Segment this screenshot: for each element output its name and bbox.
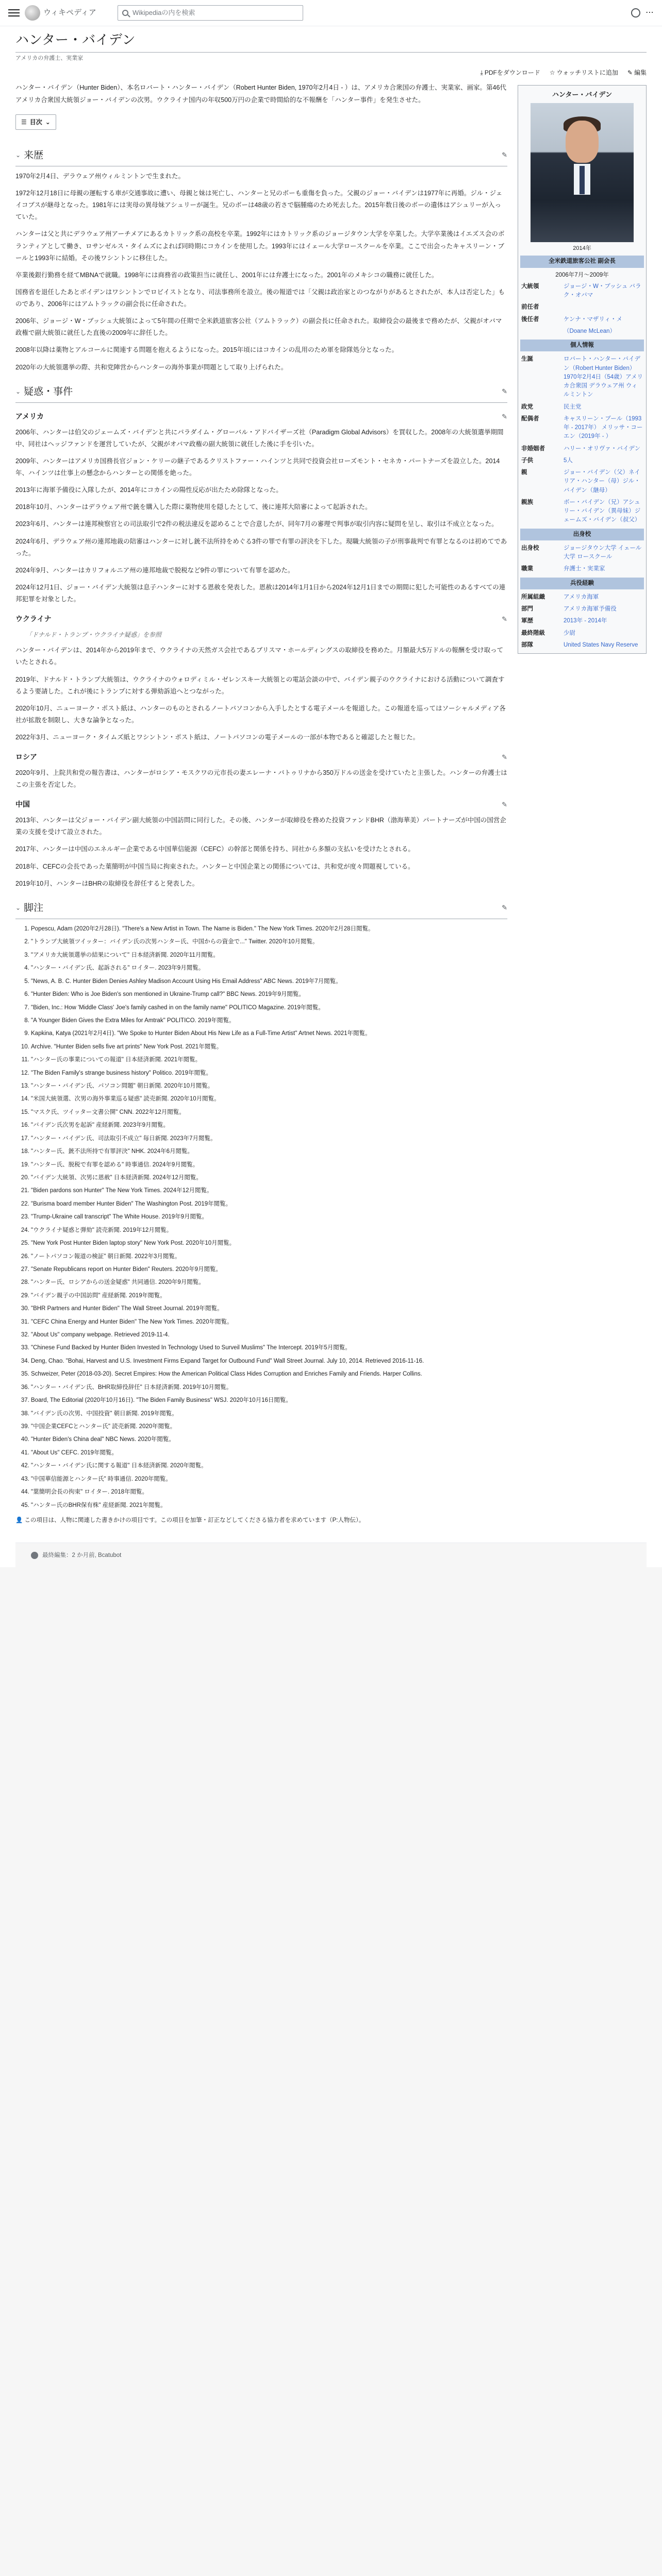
subsection-title: アメリカ — [15, 412, 44, 420]
reference-item[interactable]: 1. Popescu, Adam (2020年2月28日). "There's a New Artist in Town. The Name is Biden." The New York Times. 2020年2月28日閲覧。 — [31, 923, 507, 935]
reference-item[interactable]: 10. Archive. "Hunter Biden sells five art prints" New York Post. 2021年閲覧。 — [31, 1041, 507, 1053]
reference-item[interactable]: 39. "中国企業CEFCとハンター氏" 読売新聞. 2020年閲覧。 — [31, 1421, 507, 1432]
chevron-down-icon[interactable]: ⌄ — [15, 904, 21, 912]
pencil-icon[interactable]: ✎ — [502, 151, 507, 159]
pencil-icon[interactable]: ✎ — [502, 412, 507, 420]
paragraph: 2024年12月1日、ジョー・バイデン大統領は息子ハンターに対する恩赦を発表した。恩赦は2014年1月1日から2024年12月1日までの期間に犯した可能性のあるすべての連邦犯罪を対象とした。 — [15, 583, 506, 603]
section-allegations-body — [15, 410, 507, 890]
infobox-row — [520, 467, 644, 497]
infobox — [518, 85, 647, 654]
paragraph: 2013年、ハンターは父ジョー・バイデン副大統領の中国訪問に同行した。その後、ハンターが取締役を務めた投資ファンドBHR（渤海華美）パートナーズが中国の国営企業の支援を受けて設立された。 — [15, 817, 506, 836]
infobox-key: 出身校 — [521, 545, 539, 551]
infobox-row — [520, 301, 644, 313]
reference-item[interactable]: 25. "New York Post Hunter Biden laptop story" New York Post. 2020年10月閲覧。 — [31, 1238, 507, 1249]
infobox-education-rows — [520, 543, 644, 575]
reference-item[interactable]: 42. "ハンター・バイデン氏に関する報道" 日本経済新聞. 2020年閲覧。 — [31, 1460, 507, 1471]
infobox-row — [520, 603, 644, 615]
chevron-down-icon[interactable]: ⌄ — [15, 388, 21, 396]
reference-item[interactable]: 19. "ハンター氏、脱税で有罪を認める" 時事通信. 2024年9月閲覧。 — [31, 1159, 507, 1171]
pencil-icon: ✎ — [627, 69, 633, 77]
hatnote[interactable]: 「ドナルド・トランプ・ウクライナ疑惑」を参照 — [26, 631, 162, 639]
infobox-office-rows — [520, 281, 644, 337]
paragraph: 2020年10月、ニューヨーク・ポスト紙は、ハンターのものとされるノートパソコンから入手したとする電子メールを報道した。この報道を巡ってはソーシャルメディア各社が拡散を制限し、大きな論争となった。 — [15, 704, 506, 724]
subsection-title: ウクライナ — [15, 615, 52, 623]
history-icon — [31, 1552, 38, 1559]
paragraph: 1970年2月4日、デラウェア州ウィルミントンで生まれた。 — [15, 172, 185, 180]
paragraph: 2019年10月、ハンターはBHRの取締役を辞任すると発表した。 — [15, 879, 199, 887]
infobox-key: 職業 — [521, 566, 533, 572]
page-footer — [15, 1543, 647, 1567]
reference-item[interactable]: 27. "Senate Republicans report on Hunter Biden" Reuters. 2020年9月閲覧。 — [31, 1264, 507, 1275]
paragraph: 2020年9月、上院共和党の報告書は、ハンターがロシア・モスクワの元市長の妻エレーナ・バトゥリナから350万ドルの送金を受けていたと主張した。ハンターの弁護士はこの主張を否定した。 — [15, 769, 507, 789]
reference-item[interactable]: 37. Board, The Editorial (2020年10月16日). "The Biden Family Business" WSJ. 2020年10月16日閲覧。 — [31, 1395, 507, 1406]
infobox-key: 生誕 — [521, 356, 533, 363]
infobox-value[interactable]: アメリカ海軍予備役 — [564, 606, 617, 613]
infobox-value[interactable]: ケンナ・マザリィ・メ — [564, 316, 622, 323]
infobox-value[interactable] — [564, 303, 643, 312]
more-menu-icon[interactable]: ⋯ — [646, 8, 654, 18]
reference-item[interactable]: 30. "BHR Partners and Hunter Biden" The Wall Street Journal. 2019年閲覧。 — [31, 1303, 507, 1314]
reference-item[interactable]: 5. "News, A. B. C. Hunter Biden Denies Ashley Madison Account Using His Email Address" ABC News. 2019年7月閲覧。 — [31, 976, 507, 987]
infobox-key: 所属組織 — [521, 594, 545, 600]
infobox-personal-header: 個人情報 — [520, 340, 644, 351]
infobox-value[interactable]: （Doane McLean） — [564, 328, 616, 334]
reference-item[interactable]: 23. "Trump-Ukraine call transcript" The White House. 2019年9月閲覧。 — [31, 1211, 507, 1223]
infobox-key: 前任者 — [521, 304, 539, 311]
site-name: ウィキペディア — [43, 8, 96, 17]
paragraph: 2019年、ドナルド・トランプ大統領は、ウクライナのウォロディミル・ゼレンスキー大統領との電話会談の中で、バイデン親子のウクライナにおける活動について調査するよう要請した。これが後にトランプに対する弾劾訴追へとつながった。 — [15, 675, 505, 695]
infobox-title: ハンター・バイデン — [552, 91, 613, 99]
infobox-row — [520, 591, 644, 603]
reference-item[interactable]: 20. "バイデン大統領、次男に恩赦" 日本経済新聞. 2024年12月閲覧。 — [31, 1172, 507, 1183]
reference-item[interactable]: 34. Deng, Chao. "Bohai, Harvest and U.S. Investment Firms Expand Target for Outbound Fund" Wall Street Journal. July 10, 2014. Retrieved 2016-11-16. — [31, 1355, 507, 1367]
intro-paragraph: ハンター・バイデン（Hunter Biden）、本名ロバート・ハンター・バイデン（Robert Hunter Biden, 1970年2月4日 - ）は、アメリカ合衆国の弁護士、実業家、画家。第46代アメリカ合衆国大統領ジョー・バイデンの次男。ウクライナ国内の年収500万円の企業で時間給的な不報酬を「ハンター事件」を発生させた。 — [15, 84, 506, 104]
subsection-title: 中国 — [15, 800, 30, 809]
pencil-icon[interactable]: ✎ — [502, 615, 507, 623]
infobox-row — [520, 401, 644, 413]
infobox-personal-rows — [520, 353, 644, 526]
reference-item[interactable]: 7. "Biden, Inc.: How 'Middle Class' Joe's family cashed in on the family name" POLITICO Magazine. 2019年閲覧。 — [31, 1002, 507, 1013]
reference-item[interactable]: 8. "A Younger Biden Gives the Extra Miles for Amtrak" POLITICO. 2019年閲覧。 — [31, 1015, 507, 1026]
paragraph: 2018年、CEFCの会長であった葉簡明が中国当局に拘束された。ハンターと中国企業との関係については、共和党が度々問題視している。 — [15, 862, 415, 870]
infobox-row — [520, 314, 644, 326]
reference-item[interactable]: 26. "ノートパソコン報道の検証" 朝日新聞. 2022年3月閲覧。 — [31, 1251, 507, 1262]
section-history-body — [15, 171, 507, 374]
reference-item[interactable]: 6. "Hunter Biden: Who is Joe Biden's son mentioned in Ukraine-Trump call?" BBC News. 2019年9月閲覧。 — [31, 989, 507, 1000]
reference-item[interactable]: 4. "ハンター・バイデン氏、起訴される" ロイター. 2023年9月閲覧。 — [31, 962, 507, 974]
page-title: ハンター・バイデン — [15, 29, 647, 53]
paragraph: 2023年6月、ハンターは連邦検察官との司法取引で2件の税法違反を認めることで合意したが、同年7月の審理で判事が取引内容に疑問を呈し、取引は不成立となった。 — [15, 520, 498, 528]
reference-item[interactable]: 17. "ハンター・バイデン氏、司法取引不成立" 毎日新聞. 2023年7月閲覧。 — [31, 1133, 507, 1144]
toc-button[interactable]: ☰ 目次 ⌄ — [15, 114, 56, 130]
main-menu-icon[interactable] — [8, 7, 20, 19]
office-term: 2006年7月〜2009年 — [555, 272, 609, 278]
infobox-key: 政党 — [521, 403, 533, 410]
download-icon: ⤓ — [480, 69, 483, 77]
subsection-heading — [15, 751, 507, 764]
infobox-value[interactable]: 民主党 — [564, 403, 582, 410]
user-icon[interactable] — [631, 8, 640, 18]
paragraph: 2013年に海軍予備役に入隊したが、2014年にコカインの陽性反応が出たため除隊となった。 — [15, 486, 283, 494]
reference-item[interactable]: 11. "ハンター氏の事業についての報道" 日本経済新聞. 2021年閲覧。 — [31, 1054, 507, 1065]
paragraph: 2009年、ハンターはアメリカ国務長官ジョン・ケリーの継子であるクリストファー・ハインツと共同で投資会社ローズモント・セネカ・パートナーズを設立した。2014年、ハインツは仕事上の懸念からハンターとの関係を絶った。 — [15, 457, 500, 477]
paragraph: 2022年3月、ニューヨーク・タイムズ紙とワシントン・ポスト紙は、ノートパソコンの電子メールの一部が本物であると確認したと報じた。 — [15, 734, 420, 741]
chevron-down-icon: ⌄ — [45, 118, 51, 126]
paragraph: ハンターは父と共にデラウェア州アーチメアにあるカトリック系の高校を卒業。1992年にはカトリック系のジョージタウン大学を卒業した。大学卒業後はイエズス会のボランティアとして働き、ロサンゼルス・タイムズによれば同時期にコカインを使用した。1993年にはイェール大学ロースクールを卒業。ここで出会ったキャスリーン・ブールと1993年に結婚。その後ワシントンに移住した。 — [15, 230, 505, 262]
reference-item[interactable]: 3. "アメリカ大統領選挙の結果について" 日本経済新聞. 2020年11月閲覧。 — [31, 950, 507, 961]
stub-notice: 👤 この項目は、人物に関連した書きかけの項目です。この項目を加筆・訂正などしてくださる協力者を求めています（P:人物伝）。 — [15, 1517, 365, 1523]
reference-item[interactable]: 2. "トランプ大統領ツイッター：バイデン氏の次男ハンター氏、中国からの資金で..." Twitter. 2020年10月閲覧。 — [31, 936, 507, 947]
reference-item[interactable]: 43. "中国華信能源とハンター氏" 時事通信. 2020年閲覧。 — [31, 1473, 507, 1485]
watchlist-button[interactable]: ☆ ウォッチリストに追加 — [550, 68, 618, 78]
subsection-heading — [15, 613, 507, 626]
infobox-office-header[interactable]: 全米鉄道旅客公社 副会長 — [520, 256, 644, 267]
infobox-key: 親族 — [521, 499, 533, 505]
paragraph: 1972年12月18日に母親の運転する車が交通事故に遭い、母親と妹は死亡し、ハンターと兄のボーも重傷を負った。父親のジョー・バイデンは1977年に再婚。ジル・ジェイコブスが継母となった。1981年には実母の異母妹アシュリーが誕生。兄のボーは48歳の若さで脳腫瘍のため死去した。2015年数日後のボーの遺体はアシュリーが入っていた。 — [15, 190, 503, 221]
paragraph: 2018年10月、ハンターはデラウェア州で銃を購入した際に薬物使用を隠したとして、後に連邦大陪審によって起訴された。 — [15, 503, 372, 511]
infobox-military-rows — [520, 591, 644, 651]
page-actions — [15, 68, 647, 78]
section-heading-history: ⌄ 来歴 ✎ — [15, 146, 507, 166]
chevron-down-icon[interactable]: ⌄ — [15, 151, 21, 159]
infobox-row — [520, 497, 644, 527]
reference-item[interactable]: 28. "ハンター氏、ロシアからの送金疑惑" 共同通信. 2020年9月閲覧。 — [31, 1277, 507, 1288]
page-subtitle: アメリカの弁護士、実業家 — [15, 55, 84, 61]
reference-item[interactable]: 29. "バイデン親子の中国訪問" 産経新聞. 2019年閲覧。 — [31, 1290, 507, 1301]
infobox-value[interactable]: 少尉 — [564, 630, 575, 636]
subsection-heading — [15, 410, 507, 423]
reference-item[interactable]: 12. "The Biden Family's strange business history" Politico. 2019年閲覧。 — [31, 1067, 507, 1079]
reference-item[interactable]: 36. "ハンター・バイデン氏、BHR取締役辞任" 日本経済新聞. 2019年10月閲覧。 — [31, 1382, 507, 1393]
reference-item[interactable]: 33. "Chinese Fund Backed by Hunter Biden Invested In Technology Used to Surveil Muslims" The Intercept. 2019年5月閲覧。 — [31, 1342, 507, 1353]
portrait-photo[interactable] — [531, 103, 634, 242]
paragraph: 2006年、ハンターは伯父のジェームズ・バイデンと共にパラダイム・グローバル・アドバイザーズ社（Paradigm Global Advisors）を買収した。2008年の大統領選挙期間中、同社はヘッジファンドを運営していたが、父親がオバマ政権の副大統領に就任した後に手を引いた。 — [15, 428, 504, 448]
reference-item[interactable]: 14. "米国大統領選、次男の海外事業巡る疑惑" 読売新聞. 2020年10月閲覧。 — [31, 1093, 507, 1105]
paragraph: 2006年、ジョージ・W・ブッシュ大統領によって5年間の任期で全米鉄道旅客公社（アムトラック）の副会長に任命された。取締役会の最後まで務めたが、父親がオバマ政権で副大統領に就任した直後の2009年に辞任した。 — [15, 317, 502, 337]
infobox-row — [520, 543, 644, 564]
infobox-row — [520, 281, 644, 302]
infobox-row — [520, 413, 644, 443]
infobox-value[interactable]: キャスリーン・ブール（1993年 - 2017年） メリッサ・コーエン（2019年 - ） — [564, 415, 643, 440]
infobox-row — [520, 628, 644, 639]
reference-item[interactable]: 31. "CEFC China Energy and Hunter Biden" The New York Times. 2020年閲覧。 — [31, 1316, 507, 1328]
reference-item[interactable]: 41. "About Us" CEFC. 2019年閲覧。 — [31, 1447, 507, 1459]
pencil-icon[interactable]: ✎ — [502, 801, 507, 809]
last-edited[interactable]: 最終編集：2 か月前, Bcatubot — [42, 1552, 122, 1558]
paragraph: 2017年、ハンターは中国のエネルギー企業である中国華信能源（CEFC）の幹部と関係を持ち、同社から多額の支払いを受けたとされる。 — [15, 845, 415, 853]
edit-button[interactable]: ✎ 編集 — [627, 68, 647, 78]
infobox-key: 部門 — [521, 606, 533, 613]
infobox-row — [520, 563, 644, 575]
reference-item[interactable]: 22. "Burisma board member Hunter Biden" The Washington Post. 2019年閲覧。 — [31, 1198, 507, 1210]
infobox-key: 後任者 — [521, 316, 539, 323]
infobox-value[interactable]: ボー・バイデン（兄）アシュリー・バイデン（異母妹）ジェームズ・バイデン（叔父） — [564, 499, 641, 523]
paragraph: 2024年9月、ハンターはカリフォルニア州の連邦地裁で脱税など9件の罪について有罪を認めた。 — [15, 566, 294, 574]
subsection-title: ロシア — [15, 753, 37, 761]
pencil-icon[interactable]: ✎ — [502, 753, 507, 761]
infobox-value[interactable]: United States Navy Reserve — [564, 641, 638, 648]
search-input[interactable] — [118, 5, 303, 21]
paragraph: 2024年6月、デラウェア州の連邦地裁の陪審はハンターに対し銃不法所持をめぐる3件の罪で有罪の評決を下した。現職大統領の子が刑事裁判で有罪となるのは初めてであった。 — [15, 537, 507, 557]
infobox-value[interactable]: ジョー・バイデン（父）ネイリア・ハンター（母）ジル・バイデン（継母） — [564, 469, 640, 494]
paragraph: ハンター・バイデンは、2014年から2019年まで、ウクライナの天然ガス会社であるブリスマ・ホールディングスの取締役を務めた。月額最大5万ドルの報酬を受け取っていたとされる。 — [15, 647, 504, 666]
section-heading-notes: ⌄ 脚注 ✎ — [15, 899, 507, 919]
page-container — [0, 26, 662, 1567]
infobox-row — [520, 443, 644, 455]
reference-item[interactable]: 35. Schweizer, Peter (2018-03-20). Secret Empires: How the American Political Class Hides Corruption and Enriches Family and Friends. Harper Collins. — [31, 1368, 507, 1380]
reference-item[interactable]: 13. "ハンター・バイデン氏、パソコン問題" 朝日新聞. 2020年10月閲覧。 — [31, 1080, 507, 1092]
star-icon: ☆ — [549, 69, 555, 77]
subsection-heading — [15, 798, 507, 811]
infobox-value[interactable]: ジョージ・W・ブッシュ バラク・オバマ — [564, 283, 641, 299]
paragraph: 2008年以降は薬物とアルコールに関連する問題を抱えるようになった。2015年頃にはコカインの乱用のため軍を除隊処分となった。 — [15, 346, 398, 354]
section-heading-allegations: ⌄ 疑惑・事件 ✎ — [15, 383, 507, 403]
infobox-key: 配偶者 — [521, 415, 539, 422]
reference-item[interactable]: 40. "Hunter Biden's China deal" NBC News. 2020年閲覧。 — [31, 1434, 507, 1445]
reference-item[interactable]: 9. Kapkina, Katya (2021年2月4日). "We Spoke to Hunter Biden About His New Life as a Full-Time Artist" Artnet News. 2021年閲覧。 — [31, 1028, 507, 1039]
pencil-icon[interactable]: ✎ — [502, 904, 507, 912]
infobox-military-header: 兵役経験 — [520, 578, 644, 589]
reference-list — [15, 923, 507, 1511]
infobox-key: 子供 — [521, 457, 533, 464]
wikipedia-globe-icon — [25, 5, 40, 21]
reference-item[interactable]: 15. "マスク氏、ツイッター文書公開" CNN. 2022年12月閲覧。 — [31, 1107, 507, 1118]
infobox-key: 非婚姻者 — [521, 445, 545, 452]
infobox-value[interactable]: ジョージタウン大学 イェール大学 ロースクール — [564, 545, 642, 561]
reference-item[interactable]: 21. "Biden pardons son Hunter" The New York Times. 2024年12月閲覧。 — [31, 1185, 507, 1196]
download-pdf-button[interactable]: ⤓ PDFをダウンロード — [481, 68, 540, 78]
reference-item[interactable]: 16. "バイデン氏次男を起訴" 産経新聞. 2023年9月閲覧。 — [31, 1120, 507, 1131]
reference-item[interactable]: 38. "バイデン氏の次男、中国投資" 朝日新聞. 2019年閲覧。 — [31, 1408, 507, 1419]
infobox-value[interactable]: ハリー・オリヴァ・バイデン — [564, 445, 641, 452]
site-logo[interactable] — [25, 5, 107, 21]
infobox-key — [521, 327, 564, 336]
reference-item[interactable]: 44. "葉簡明会長の拘束" ロイター. 2018年閲覧。 — [31, 1486, 507, 1498]
infobox-key: 大統領 — [521, 283, 539, 290]
photo-caption: 2014年 — [573, 245, 591, 251]
infobox-key: 親 — [521, 469, 527, 476]
infobox-row — [520, 615, 644, 627]
infobox-row — [520, 455, 644, 467]
paragraph: 2020年の大統領選挙の際、共和党陣営からハンターの海外事業が問題として取り上げられた。 — [15, 363, 288, 371]
infobox-value[interactable]: アメリカ海軍 — [564, 594, 599, 600]
paragraph: 国務省を退任したあとボイデンはワシントンでロビイストとなり、司法事務所を設立。後の報道では「父親は政治家とのつながりがあるとされたが、本人は否定した」ものであり、2006年にはアムトラックの副会長に任命された。 — [15, 288, 505, 308]
reference-item[interactable]: 32. "About Us" company webpage. Retrieved 2019-11-4. — [31, 1329, 507, 1341]
infobox-row — [520, 326, 644, 337]
paragraph: 卒業後銀行勤務を経てMBNAで就職。1998年には商務省の政策担当に就任し、2001年には弁護士になった。2001年のメキシコの職務に就任した。 — [15, 271, 438, 279]
search-placeholder: Wikipediaの内を検索 — [133, 8, 195, 16]
infobox-value[interactable]: 2013年 - 2014年 — [564, 618, 607, 624]
reference-item[interactable]: 24. "ウクライナ疑惑と弾劾" 読売新聞. 2019年12月閲覧。 — [31, 1225, 507, 1236]
infobox-value[interactable]: 5人 — [564, 457, 573, 464]
article-body — [15, 82, 507, 1532]
infobox-key: 軍歴 — [521, 618, 533, 624]
pencil-icon[interactable]: ✎ — [502, 387, 507, 396]
site-header — [0, 0, 662, 26]
infobox-row — [520, 353, 644, 401]
reference-item[interactable]: 45. "ハンター氏のBHR保有株" 産経新聞. 2021年閲覧。 — [31, 1500, 507, 1511]
infobox-education-header: 出身校 — [520, 529, 644, 540]
list-icon: ☰ — [21, 118, 27, 126]
search-icon — [122, 10, 128, 16]
infobox-key: 部隊 — [521, 641, 533, 648]
infobox-row — [520, 639, 644, 651]
infobox-value[interactable]: 弁護士・実業家 — [564, 566, 605, 572]
reference-item[interactable]: 18. "ハンター氏、銃不法所持で有罪評決" NHK. 2024年6月閲覧。 — [31, 1146, 507, 1157]
infobox-value[interactable]: ロバート・ハンター・バイデン（Robert Hunter Biden）1970年2月4日（54歳）アメリカ合衆国 デラウェア州 ウィルミントン — [564, 356, 643, 398]
infobox-key: 最終階級 — [521, 630, 545, 636]
people-icon: 👤 — [15, 1517, 23, 1523]
